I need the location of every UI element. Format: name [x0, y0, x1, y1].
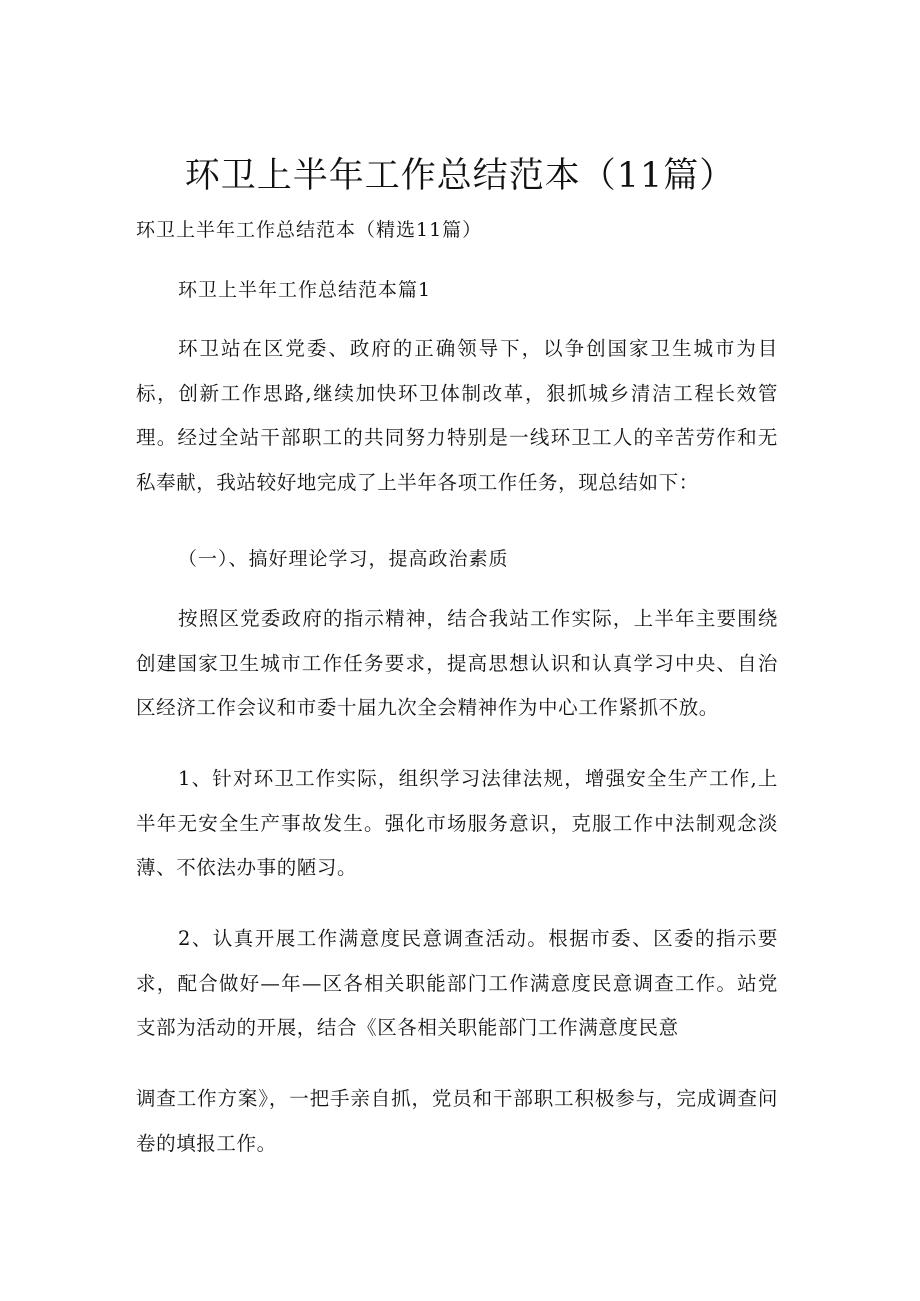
- section-heading: 环卫上半年工作总结范本篇1: [178, 279, 432, 301]
- paragraph-item-2: 2、认真开展工作满意度民意调查活动。根据市委、区委的指示要求，配合做好—年—区各相关职能部门工作满意度民意调查工作。站党支部为活动的开展，结合《区各相关职能部门工作满意度民意: [136, 927, 778, 1039]
- paragraph-item-1: 1、针对环卫工作实际，组织学习法律法规，增强安全生产工作,上半年无安全生产事故发生。强化市场服务意识，克服工作中法制观念淡薄、不依法办事的陋习。: [136, 767, 778, 879]
- document-subtitle: 环卫上半年工作总结范本（精选11篇）: [136, 219, 483, 241]
- paragraph-study: 按照区党委政府的指示精神，结合我站工作实际，上半年主要围绕创建国家卫生城市工作任务要求，提高思想认识和认真学习中央、自治区经济工作会议和市委十届九次全会精神作为中心工作紧抓不放。: [136, 607, 778, 719]
- paragraph-item-2-continued: 调查工作方案》，一把手亲自抓，党员和干部职工积极参与，完成调查问卷的填报工作。: [136, 1087, 778, 1155]
- subheading-theory-study: （一）、搞好理论学习，提高政治素质: [178, 548, 509, 570]
- paragraph-intro: 环卫站在区党委、政府的正确领导下，以争创国家卫生城市为目标，创新工作思路,继续加快环卫体制改革，狠抓城乡清洁工程长效管理。经过全站干部职工的共同努力特别是一线环卫工人的辛苦劳作和无私奉献，我站较好地完成了上半年各项工作任务，现总结如下：: [136, 337, 778, 494]
- document-title: 环卫上半年工作总结范本（11篇）: [184, 156, 736, 196]
